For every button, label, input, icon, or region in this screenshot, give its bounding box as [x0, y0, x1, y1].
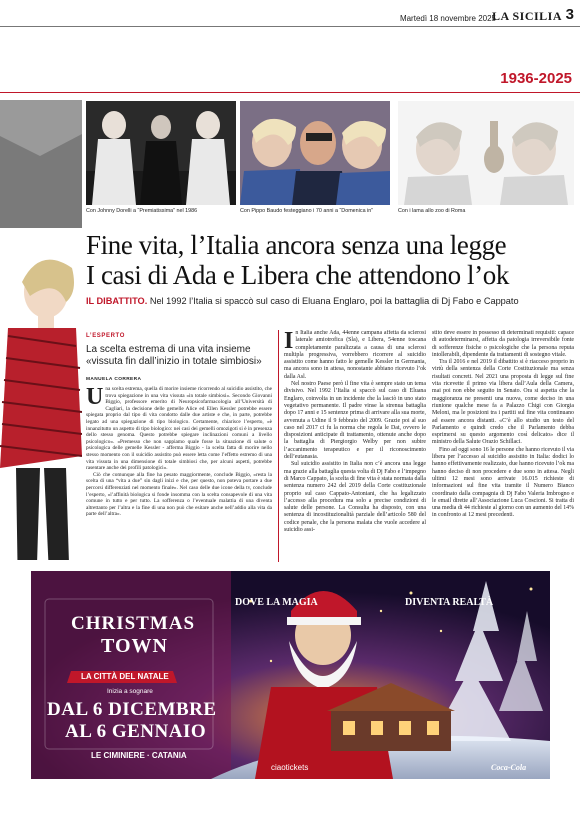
column-divider	[278, 330, 279, 562]
section-rule	[0, 92, 580, 93]
photo-caption-3: Con i lama allo zoo di Roma	[398, 208, 466, 214]
photo-lama	[398, 101, 574, 205]
sidebar-author: MANUELA CORRERA	[86, 377, 142, 382]
ad-sponsor-ciaotickets: ciaotickets	[271, 763, 309, 772]
article-headline	[86, 230, 576, 290]
christmas-town-ad[interactable]	[31, 571, 550, 779]
header-rule	[0, 26, 580, 27]
photo-baudo	[240, 101, 390, 205]
ad-brand-line-1: CHRISTMAS	[71, 613, 196, 634]
headline-line-1: Fine vita, l’Italia ancora senza una legge	[86, 230, 507, 260]
photo-caption-1: Con Johnny Dorelli a “Premiatissima” nel 1986	[86, 208, 198, 214]
subhead-text: Nel 1992 l’Italia si spaccò sul caso di Eluana Englaro, poi la battaglia di Dj Fabo e Cappato	[149, 296, 519, 306]
masthead: LA SICILIA	[491, 9, 562, 23]
subhead-kicker: IL DIBATTITO.	[86, 296, 148, 306]
ad-dates-line-2: AL 6 GENNAIO	[65, 721, 207, 742]
sidebar-label: L’ESPERTO	[86, 333, 125, 339]
photo-dorelli-image	[86, 101, 236, 205]
sidebar-paragraph: Ciò che comunque alla fine ha pesato maggiormente, conclude Biggio, «resta la scelta di una “vita a due” sin dagli inizi e che, per questo, non poteva portare a due percorsi differenziati nel momento finale». Nel caso delle due icone della tv, conclude l’esperto, «l’affinità biologica si fonde insomma con la scelta consapevole di una vita comune in tutto e per tutto. La sofferenza o l’eventuale malattia di una diventa altrettanto per l’altra e la fine di una non può che esitare anche nell’addio alla vita da parte dell’altra».	[86, 471, 272, 518]
article-column-1	[284, 330, 426, 562]
sidebar-column	[86, 386, 272, 564]
page-number: 3	[565, 6, 574, 23]
article-paragraph: Fino ad oggi sono 16 le persone che hanno ricevuto il via libera per l’accesso al suicidio assistito in Italia: dodici lo hanno effettivamente realizzato, due hanno ricevuto l’ok ma hanno deciso di non procedere e due sono in attesa. Negli ultimi 12 mesi sono arrivate 16.015 richieste di informazioni sul fine vita tramite il Numero Bianco coordinato dalla compagnia di Dj Fabo Valeria Imbrogno e le email dirette all’Associazione Luca Coscioni. Si tratta di una media di 44 richieste al giorno con un aumento del 14% in confronto ai 12 mesi precedenti.	[432, 446, 574, 519]
photo-baudo-image	[240, 101, 390, 205]
issue-date: Martedì 18 novembre 2025	[399, 14, 496, 23]
article-paragraph: Sul suicidio assistito in Italia non c’è ancora una legge ma grazie alla battaglia questa volta di Dj Fabo e l’impegno di Marco Cappato, la scelta di fine vita è stata normata dalla sentenza numero 242 del 2019 della Corte costituzionale proprio sul caso Cappato-Antoniani, che ha legalizzato l’accesso alla procedura ma solo a precise condizioni di salute delle persone. La Consulta ha disposto, con una sentenza di incostituzionalità parziale dell’articolo 580 del codice penale, che la persona malata che vuole accedere al suicidio assi-	[284, 461, 426, 534]
photo-lama-image	[398, 101, 574, 205]
headline-line-2: I casi di Ada e Libera che attendono l’ok	[86, 260, 509, 290]
photo-dorelli	[86, 101, 236, 205]
ad-sponsor-cocacola: Coca-Cola	[491, 763, 527, 772]
ad-slogan-left: DOVE LA MAGIA	[235, 597, 318, 608]
sidebar-dropcap: U	[86, 386, 104, 410]
ad-location: LE CIMINIERE · CATANIA	[91, 751, 187, 760]
ad-slogan-right: DIVENTA REALTÀ	[405, 597, 494, 608]
woman-silhouette-image	[0, 96, 82, 560]
ad-dates-line-1: DAL 6 DICEMBRE	[47, 699, 217, 720]
article-column-2	[432, 330, 574, 562]
ad-brand-line-2: TOWN	[101, 635, 168, 657]
article-paragraph: Tra il 2016 e nel 2019 il dibattito si è riacceso proprio in virtù della sentenza della Corte Costituzionale ma senza risultati concreti. Nel 2021 una proposta di legge sul fine vita ricevette il primo via libera dall’Aula della Camera, mai poi non ebbe seguito in Senato. Ora si aspetta che la maggioranza ne presenti una nuova, come deciso in una riunione qualche mese fa a Palazzo Chigi con Giorgia Meloni, ma le posizioni tra i partiti sul fine vita continuano ad essere ancora distanti. «C’è allo studio un testo del Parlamento e quindi credo che il Parlamento debba esprimersi su questo argomento così delicato» dice il ministro della Salute Orazio Schillaci.	[432, 359, 574, 446]
sidebar-title: La scelta estrema di una vita insieme «vissuta fin dall’inizio in totale simbiosi»	[86, 344, 262, 367]
article-paragraph: stito deve essere in possesso di determinati requisiti: capace di autodeterminarsi, affetta da patologia irreversibile fonte di sofferenze fisiche o psicologiche che la persona reputa intollerabili, dipendente da trattamenti di sostegno vitale.	[432, 330, 574, 358]
article-paragraph: Nel nostro Paese però il fine vita è sempre stato un tema divisivo. Nel 1992 l’Italia si spaccò sul caso di Eluana Englaro, coinvolta in un incidente che la lasciò in uno stato vegetativo permanente. Il padre vinse la strenua battaglia dopo 17 anni e 15 sentenze prima di arrivare alla sua morte, avvenuta a Udine il 9 febbraio del 2009. Grazie poi al suo caso nel 2017 ci fu la norma che regola le Dat, ovvero le disposizioni anticipate di trattamento, ottenute anche dopo la battaglia di Piergiorgio Welby per non subire l’accanimento terapeutico e per il riconoscimento dell’eutanasia.	[284, 381, 426, 461]
sidebar-paragraph: Una scelta estrema, quella di morire insieme ricorrendo al suicidio assistito, che trova spiegazione in una vita vissuta «in totale simbiosi». Secondo Giovanni Biggio, professore emerito di Neuropsicofarmacologia all’Università di Cagliari, la decisione delle gemelle Alice ed Ellen Kessler potrebbe essere spiegata proprio dal tipo di vita condotto dalle due artiste e che, in parte, potrebbe legato ad una spiegazione di tipo biologico. Certamente, chiarisce l’esperto, «è innanzitutto un aspetto di tipo biologico: nei casi dei gemelli omozigoti si è in presenza dello stesso genoma. Questo potrebbe spiegare inclinazioni comuni a livello psicologico». «Premesso che non sappiamo quale fosse la situazione di salute o psicologica delle gemelle Kessler - afferma Biggio - la scelta fatta di morire nello stesso momento con il suicidio assistito può essere letta come l’effetto estremo di una vita vissuta in una dimensione di totale simbiosi che, per alcuni aspetti, potrebbe rasentare anche dei profili patologici».	[86, 386, 272, 472]
ad-ribbon: LA CITTÀ DEL NATALE	[81, 672, 169, 681]
article-paragraph: In Italia anche Ada, 44enne campana affetta da sclerosi laterale amiotrofica (Sla), e Libera, 54enne toscana completamente paralizzata a causa di una sclerosi multipla progressiva, vorrebbero ricorrere al suicidio assistito come hanno fatto le gemelle Kessler in Germania, ma ancora sono in attesa, nonostante abbiano ricevuto l’ok dalla Asl.	[284, 330, 426, 380]
article-dropcap: I	[284, 330, 294, 354]
section-years: 1936-2025	[500, 70, 572, 87]
ad-tagline: Inizia a sognare	[107, 688, 153, 695]
page-header	[0, 0, 580, 66]
cutout-photo-left	[0, 96, 82, 560]
photo-caption-2: Con Pippo Baudo festeggiano i 70 anni a “Domenica in”	[240, 208, 374, 214]
article-subhead	[86, 296, 576, 306]
